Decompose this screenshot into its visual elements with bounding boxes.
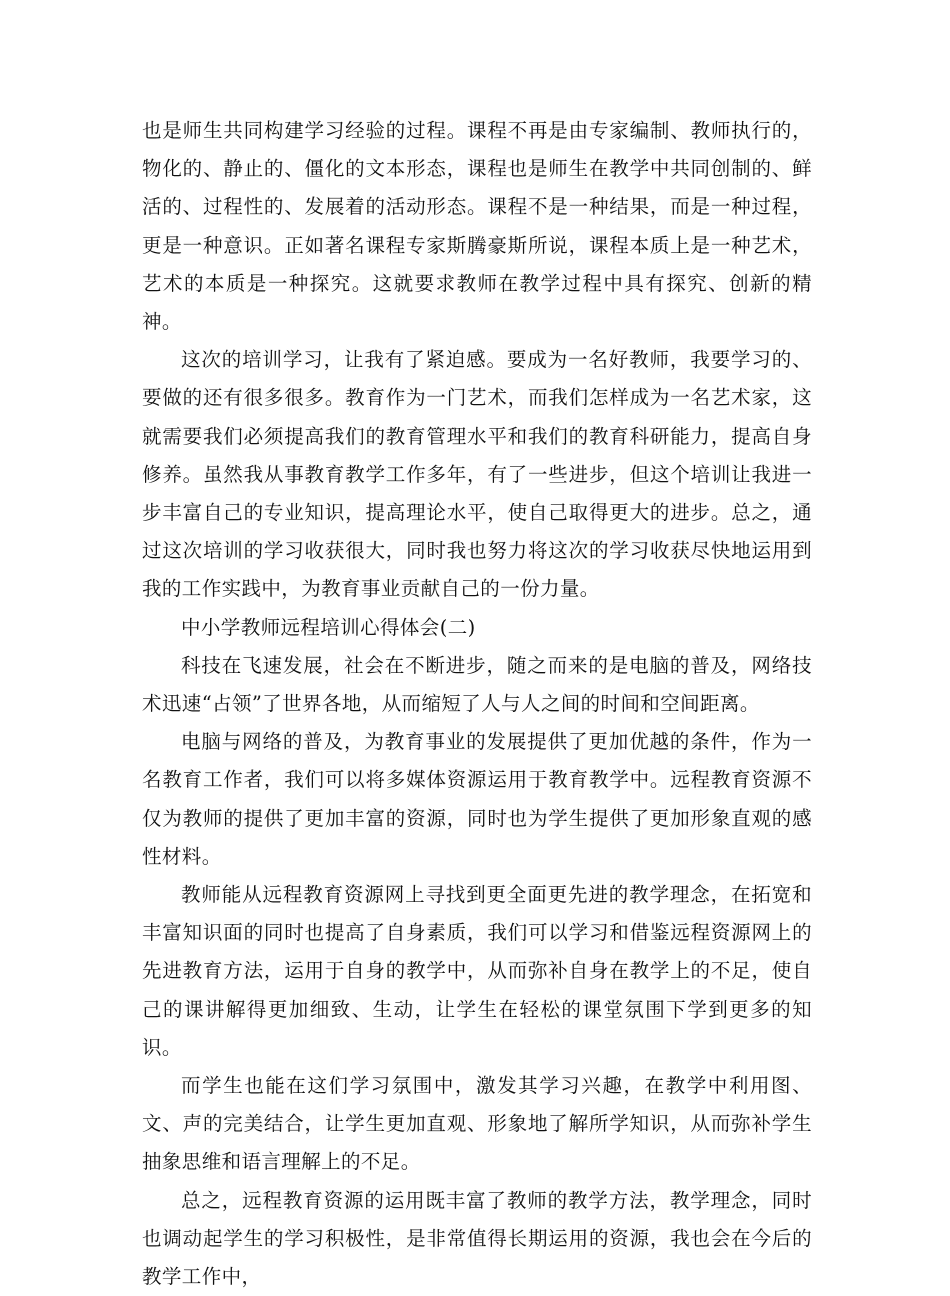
paragraph-continuation: 也是师生共同构建学习经验的过程。课程不再是由专家编制、教师执行的，物化的、静止的、僵化的文本形态，课程也是师生在教学中共同创制的、鲜活的、过程性的、发展着的活动形态。课程不是一种结果，而是一种过程，更是一种意识。正如著名课程专家斯腾豪斯所说，课程本质上是一种艺术，艺术的本质是一种探究。这就要求教师在教学过程中具有探究、创新的精神。 [142, 119, 812, 334]
paragraph: 科技在飞速发展，社会在不断进步，随之而来的是电脑的普及，网络技术迅速“占领”了世界各地，从而缩短了人与人之间的时间和空间距离。 [142, 653, 812, 716]
document-body [142, 112, 812, 1296]
paragraph: 这次的培训学习，让我有了紧迫感。要成为一名好教师，我要学习的、要做的还有很多很多。教育作为一门艺术，而我们怎样成为一名艺术家，这就需要我们必须提高我们的教育管理水平和我们的教育科研能力，提高自身修养。虽然我从事教育教学工作多年，有了一些进步，但这个培训让我进一步丰富自己的专业知识，提高理论水平，使自己取得更大的进步。总之，通过这次培训的学习收获很大，同时我也努力将这次的学习收获尽快地运用到我的工作实践中，为教育事业贡献自己的一份力量。 [142, 348, 812, 601]
paragraph: 总之，远程教育资源的运用既丰富了教师的教学方法，教学理念，同时也调动起学生的学习积极性，是非常值得长期运用的资源，我也会在今后的教学工作中， [142, 1188, 812, 1289]
paragraph: 教师能从远程教育资源网上寻找到更全面更先进的教学理念，在拓宽和丰富知识面的同时也提高了自身素质，我们可以学习和借鉴远程资源网上的先进教育方法，运用于自身的教学中，从而弥补自身在教学上的不足，使自己的课讲解得更加细致、生动，让学生在轻松的课堂氛围下学到更多的知识。 [142, 883, 812, 1059]
paragraph: 电脑与网络的普及，为教育事业的发展提供了更加优越的条件，作为一名教育工作者，我们可以将多媒体资源运用于教育教学中。远程教育资源不仅为教师的提供了更加丰富的资源，同时也为学生提供了更加形象直观的感性材料。 [142, 730, 812, 868]
paragraph: 而学生也能在这们学习氛围中，激发其学习兴趣，在教学中利用图、文、声的完美结合，让学生更加直观、形象地了解所学知识，从而弥补学生抽象思维和语言理解上的不足。 [142, 1074, 812, 1174]
section-heading: 中小学教师远程培训心得体会(二) [181, 615, 476, 639]
